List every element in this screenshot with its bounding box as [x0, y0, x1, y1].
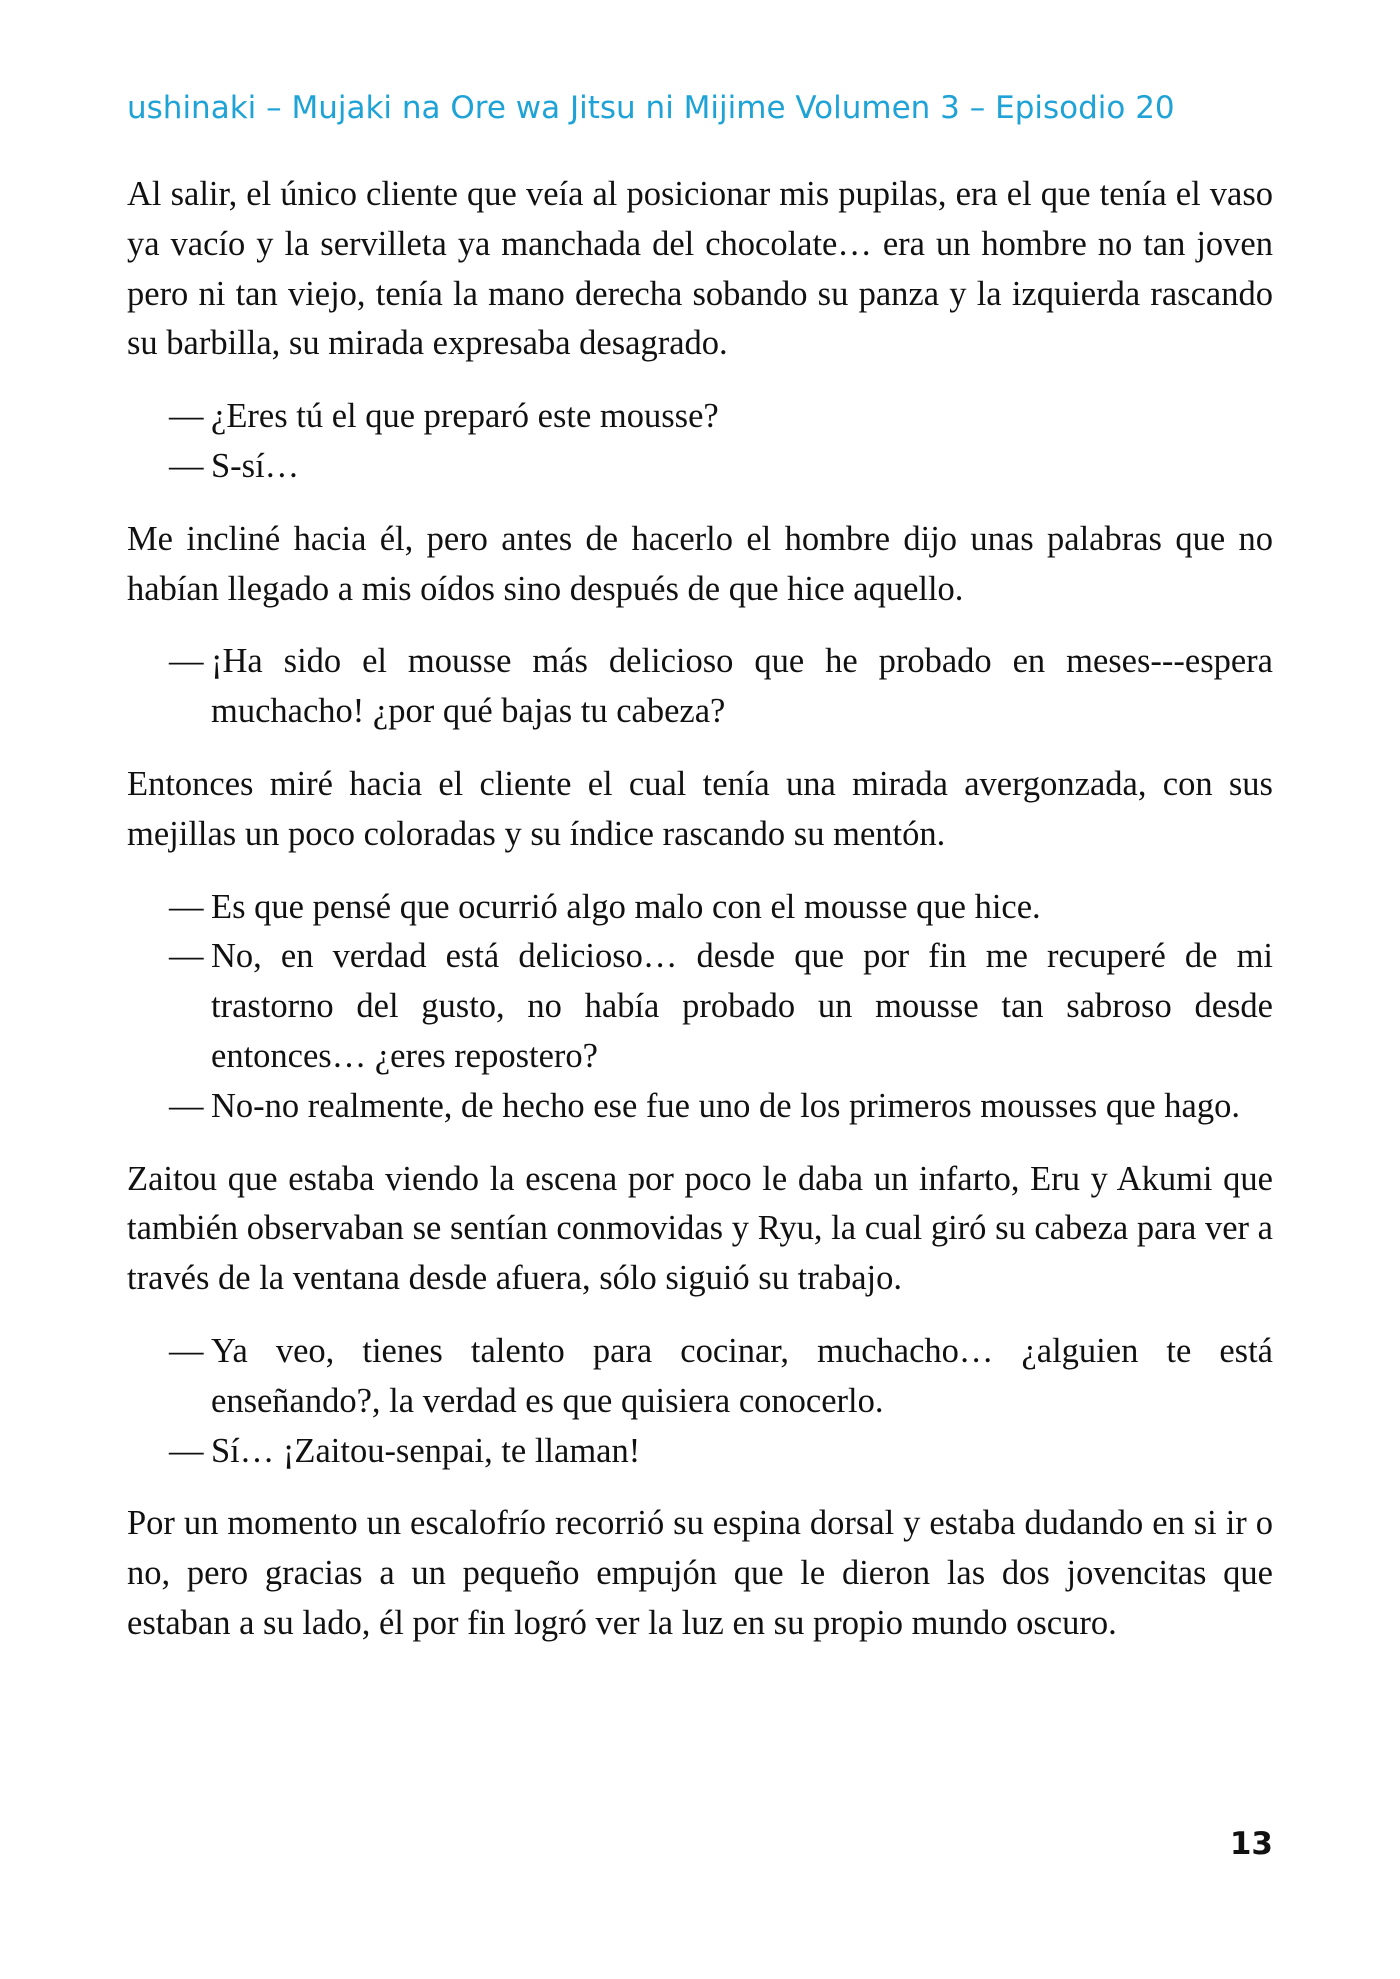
dialogue-line — [127, 392, 1273, 442]
dialogue-text: Es que pensé que ocurrió algo malo con el mousse que hice. — [211, 887, 1041, 926]
dialogue-dash: — — [169, 1086, 204, 1125]
dialogue-line — [127, 1327, 1273, 1427]
narrative-paragraph: Me incliné hacia él, pero antes de hacerlo el hombre dijo unas palabras que no habían llegado a mis oídos sino después de que hice aquello. — [127, 519, 1273, 608]
dialogue-dash: — — [169, 446, 204, 485]
dialogue-line — [127, 883, 1273, 933]
narrative-paragraph: Por un momento un escalofrío recorrió su espina dorsal y estaba dudando en si ir o no, pero gracias a un pequeño empujón que le dieron las dos jovencitas que estaban a su lado, él por fin logró ver la luz en su propio mundo oscuro. — [127, 1504, 1273, 1642]
running-header: ushinaki – Mujaki na Ore wa Jitsu ni Mijime Volumen 3 – Episodio 20 — [127, 90, 1175, 126]
page-number: 13 — [1229, 1826, 1273, 1862]
dialogue-block — [127, 637, 1273, 737]
document-page — [127, 0, 1273, 1979]
narrative-paragraph: Al salir, el único cliente que veía al posicionar mis pupilas, era el que tenía el vaso ya vacío y la servilleta ya manchada del chocolate… era un hombre no tan joven pero ni tan viejo, tenía la mano derecha sobando su panza y la izquierda rascando su barbilla, su mirada expresaba desagrado. — [127, 175, 1273, 363]
dialogue-dash: — — [169, 1431, 204, 1470]
dialogue-line — [127, 442, 1273, 492]
dialogue-block — [127, 883, 1273, 1132]
dialogue-dash: — — [169, 887, 204, 926]
page-body — [127, 170, 1273, 1672]
dialogue-dash: — — [169, 937, 204, 976]
dialogue-dash: — — [169, 642, 204, 681]
narrative-paragraph: Entonces miré hacia el cliente el cual tenía una mirada avergonzada, con sus mejillas un poco coloradas y su índice rascando su mentón. — [127, 764, 1273, 853]
dialogue-line — [127, 637, 1273, 737]
narrative-paragraph: Zaitou que estaba viendo la escena por poco le daba un infarto, Eru y Akumi que también observaban se sentían conmovidas y Ryu, la cual giró su cabeza para ver a través de la ventana desde afuera, sólo siguió su trabajo. — [127, 1159, 1273, 1298]
dialogue-dash: — — [169, 397, 204, 436]
dialogue-text: Ya veo, tienes talento para cocinar, muchacho… ¿alguien te está enseñando?, la verdad es que quisiera conocerlo. — [211, 1331, 1273, 1420]
dialogue-text: ¿Eres tú el que preparó este mousse? — [211, 397, 719, 436]
dialogue-line — [127, 932, 1273, 1081]
dialogue-text: No, en verdad está delicioso… desde que por fin me recuperé de mi trastorno del gusto, no había probado un mousse tan sabroso desde entonces… ¿eres repostero? — [211, 937, 1273, 1075]
dialogue-text: No-no realmente, de hecho ese fue uno de los primeros mousses que hago. — [211, 1086, 1240, 1125]
dialogue-block — [127, 1327, 1273, 1476]
dialogue-dash: — — [169, 1331, 204, 1370]
dialogue-text: S-sí… — [211, 446, 300, 485]
dialogue-line — [127, 1427, 1273, 1477]
dialogue-block — [127, 392, 1273, 492]
dialogue-line — [127, 1082, 1273, 1132]
dialogue-text: ¡Ha sido el mousse más delicioso que he probado en meses---espera muchacho! ¿por qué bajas tu cabeza? — [211, 642, 1273, 731]
dialogue-text: Sí… ¡Zaitou-senpai, te llaman! — [211, 1431, 641, 1470]
